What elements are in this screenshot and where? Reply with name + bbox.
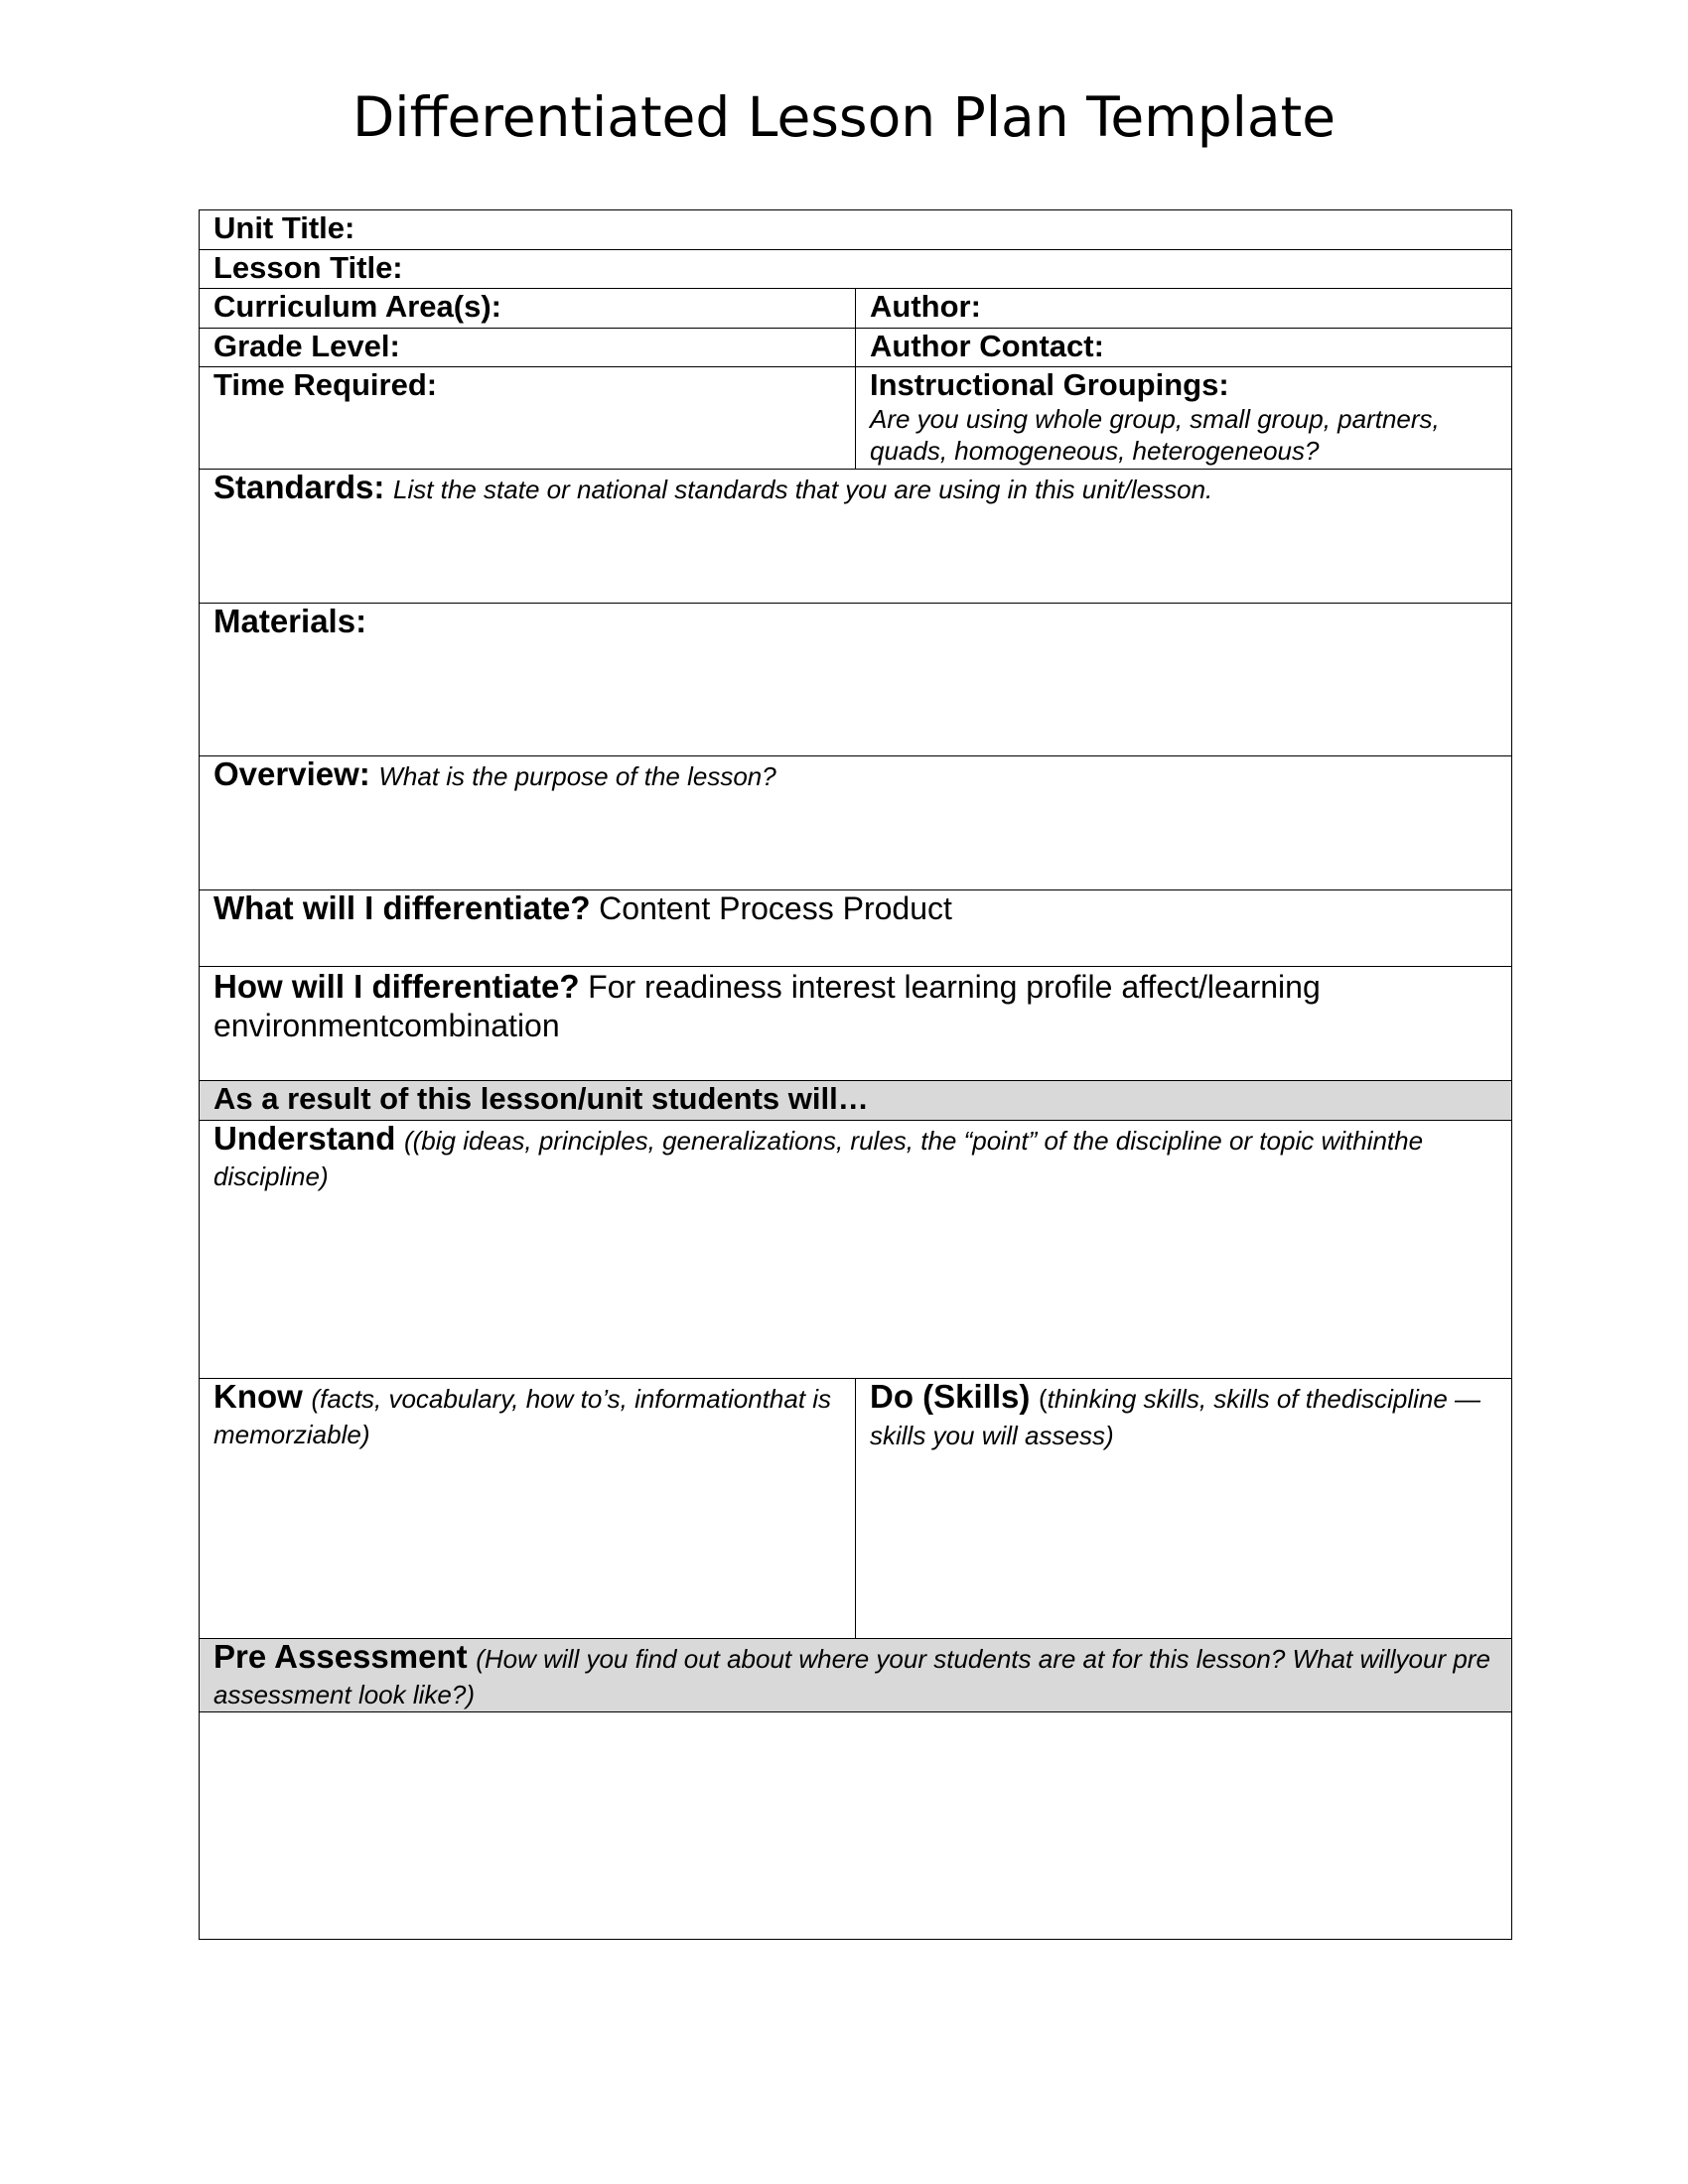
- know-label: Know: [213, 1378, 303, 1415]
- row-standards: [200, 470, 1512, 604]
- overview-field[interactable]: [200, 756, 1512, 890]
- row-unit-title: [200, 210, 1512, 250]
- what-differentiate-field[interactable]: [200, 890, 1512, 967]
- time-required-field[interactable]: [200, 367, 856, 470]
- row-time-groupings: [200, 367, 1512, 470]
- curriculum-area-label: Curriculum Area(s):: [213, 289, 501, 324]
- how-differentiate-label: How will I differentiate?: [213, 968, 580, 1005]
- materials-field[interactable]: [200, 604, 1512, 756]
- instructional-groupings-label: Instructional Groupings:: [870, 367, 1229, 402]
- instructional-groupings-field[interactable]: [856, 367, 1512, 470]
- unit-title-field[interactable]: [200, 210, 1512, 250]
- what-differentiate-options: Content Process Product: [599, 890, 952, 926]
- row-materials: [200, 604, 1512, 756]
- row-pre-assessment-body: [200, 1712, 1512, 1940]
- lesson-plan-table: [199, 209, 1512, 1940]
- overview-hint: What is the purpose of the lesson?: [378, 761, 776, 791]
- do-skills-hint-open: (: [1038, 1384, 1048, 1414]
- grade-level-label: Grade Level:: [213, 329, 400, 363]
- author-label: Author:: [870, 289, 981, 324]
- lesson-title-field[interactable]: [200, 250, 1512, 289]
- standards-field[interactable]: [200, 470, 1512, 604]
- row-know-do: [200, 1379, 1512, 1639]
- pre-assessment-label: Pre Assessment: [213, 1638, 468, 1675]
- standards-hint: List the state or national standards that you are using in this unit/lesson.: [393, 475, 1213, 504]
- author-contact-label: Author Contact:: [870, 329, 1104, 363]
- row-how-differentiate: [200, 967, 1512, 1081]
- unit-title-label: Unit Title:: [213, 210, 355, 245]
- grade-level-field[interactable]: [200, 329, 856, 367]
- result-header-label: As a result of this lesson/unit students will…: [213, 1081, 869, 1116]
- how-differentiate-options: For readiness interest learning profile affect/learning environmentcombination: [213, 969, 1321, 1043]
- result-header-cell: [200, 1081, 1512, 1121]
- lesson-title-label: Lesson Title:: [213, 250, 403, 285]
- pre-assessment-header-cell: [200, 1639, 1512, 1712]
- document-title: Differentiated Lesson Plan Template: [352, 85, 1336, 149]
- author-contact-field[interactable]: [856, 329, 1512, 367]
- row-what-differentiate: [200, 890, 1512, 967]
- overview-label: Overview:: [213, 755, 370, 792]
- row-result-header: [200, 1081, 1512, 1121]
- pre-assessment-field[interactable]: [200, 1712, 1512, 1940]
- instructional-groupings-hint: Are you using whole group, small group, partners, quads, homogeneous, heterogeneous?: [870, 404, 1440, 466]
- know-hint: (facts, vocabulary, how to’s, informationthat is memorziable): [213, 1384, 832, 1449]
- standards-label: Standards:: [213, 469, 385, 505]
- row-understand: [200, 1121, 1512, 1379]
- row-pre-assessment-header: [200, 1639, 1512, 1712]
- know-field[interactable]: [200, 1379, 856, 1639]
- do-skills-hint: thinking skills, skills of thediscipline —skills you will assess): [870, 1384, 1481, 1450]
- understand-label: Understand: [213, 1120, 396, 1157]
- understand-hint: ((big ideas, principles, generalizations, rules, the “point” of the discipline or topic withinthe discipline): [213, 1126, 1424, 1191]
- what-differentiate-label: What will I differentiate?: [213, 889, 591, 926]
- pre-assessment-hint: (How will you find out about where your students are at for this lesson? What willyour pre assessment look like?): [213, 1644, 1490, 1709]
- row-grade-contact: [200, 329, 1512, 367]
- do-skills-field[interactable]: [856, 1379, 1512, 1639]
- row-lesson-title: [200, 250, 1512, 289]
- row-curriculum-author: [200, 289, 1512, 329]
- materials-label: Materials:: [213, 603, 367, 639]
- how-differentiate-field[interactable]: [200, 967, 1512, 1081]
- time-required-label: Time Required:: [213, 367, 438, 402]
- author-field[interactable]: [856, 289, 1512, 329]
- curriculum-area-field[interactable]: [200, 289, 856, 329]
- row-overview: [200, 756, 1512, 890]
- do-skills-label: Do (Skills): [870, 1378, 1031, 1415]
- understand-field[interactable]: [200, 1121, 1512, 1379]
